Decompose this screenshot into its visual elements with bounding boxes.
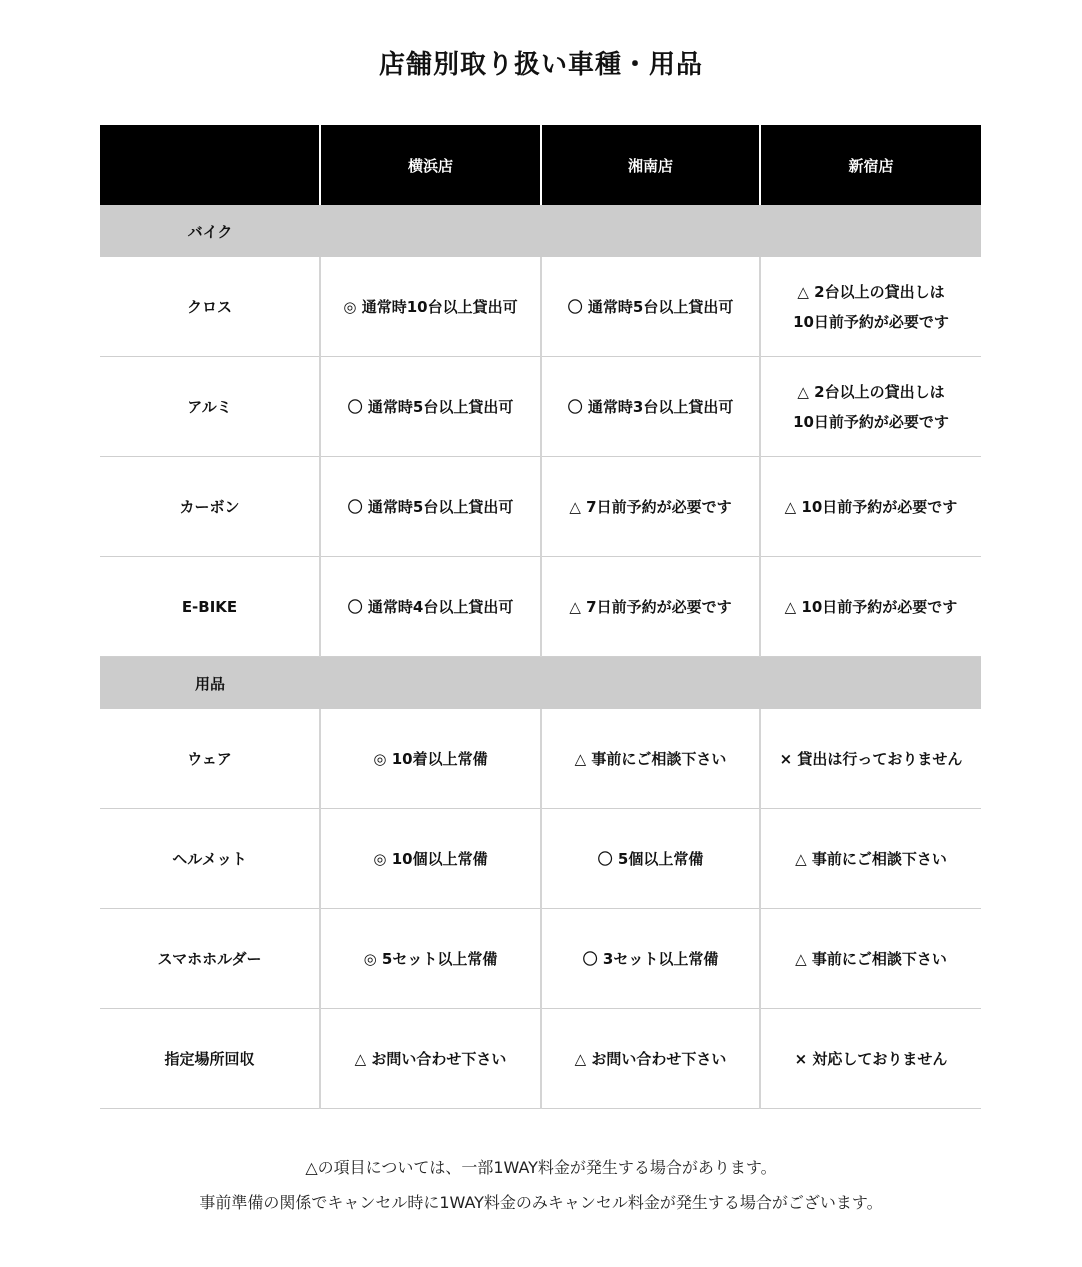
cell-text: △ 7日前予約が必要です <box>569 497 732 516</box>
row-name: カーボン <box>100 457 320 557</box>
store-availability-table <box>100 125 981 1109</box>
cell-yokohama <box>320 709 541 809</box>
row-name: アルミ <box>100 357 320 457</box>
table-row <box>100 1009 981 1109</box>
cell-shinjuku <box>760 457 981 557</box>
header-store-shinjuku: 新宿店 <box>760 125 981 205</box>
cell-text: △ 事前にご相談下さい <box>795 849 947 868</box>
cell-text: ◎ 10個以上常備 <box>373 849 488 868</box>
row-name: E-BIKE <box>100 557 320 657</box>
cell-text: × 貸出は行っておりません <box>779 749 963 768</box>
table-row <box>100 557 981 657</box>
footnote-line: 事前準備の関係でキャンセル時に1WAY料金のみキャンセル料金が発生する場合がございます。 <box>199 1193 883 1212</box>
cell-yokohama <box>320 357 541 457</box>
cell-shonan <box>541 709 760 809</box>
cell-shonan <box>541 357 760 457</box>
cell-shonan <box>541 457 760 557</box>
cell-text: 10日前予約が必要です <box>793 312 949 331</box>
section-row-bike <box>100 205 981 257</box>
cell-text: △ 事前にご相談下さい <box>574 749 727 768</box>
cell-text: △ 10日前予約が必要です <box>784 497 958 516</box>
table-header-row <box>100 125 981 205</box>
cell-yokohama <box>320 809 541 909</box>
cell-text: ◎ 5セット以上常備 <box>363 949 498 968</box>
section-label: 用品 <box>194 674 225 693</box>
section-row-goods <box>100 657 981 710</box>
cell-shinjuku <box>760 257 981 357</box>
cell-text: ◎ 10着以上常備 <box>373 749 488 768</box>
table-row <box>100 357 981 457</box>
cell-shinjuku <box>760 709 981 809</box>
row-name: ヘルメット <box>100 809 320 909</box>
section-cell <box>100 205 981 257</box>
cell-yokohama <box>320 1009 541 1109</box>
cell-text: 〇 通常時5台以上貸出可 <box>567 297 734 316</box>
header-store-yokohama: 横浜店 <box>320 125 541 205</box>
cell-text: △ 7日前予約が必要です <box>569 597 732 616</box>
footnotes <box>0 1150 1082 1220</box>
cell-shonan <box>541 909 760 1009</box>
cell-shinjuku <box>760 909 981 1009</box>
cell-shinjuku <box>760 809 981 909</box>
cell-text: 10日前予約が必要です <box>793 412 949 431</box>
row-name: 指定場所回収 <box>100 1009 320 1109</box>
cell-text: 〇 通常時3台以上貸出可 <box>567 397 734 416</box>
cell-text: △ 事前にご相談下さい <box>795 949 947 968</box>
cell-yokohama <box>320 909 541 1009</box>
cell-text: 〇 通常時5台以上貸出可 <box>347 397 514 416</box>
cell-shonan <box>541 1009 760 1109</box>
cell-shonan <box>541 257 760 357</box>
header-empty-cell <box>100 125 320 205</box>
page-title: 店舗別取り扱い車種・用品 <box>378 50 703 80</box>
cell-yokohama <box>320 457 541 557</box>
cell-shinjuku <box>760 357 981 457</box>
cell-yokohama <box>320 257 541 357</box>
table-row <box>100 909 981 1009</box>
cell-shinjuku <box>760 1009 981 1109</box>
cell-text: ◎ 通常時10台以上貸出可 <box>343 297 518 316</box>
cell-yokohama <box>320 557 541 657</box>
section-cell <box>100 657 981 710</box>
section-label: バイク <box>187 222 233 241</box>
cell-text: △ 2台以上の貸出しは <box>797 382 945 401</box>
table-row <box>100 809 981 909</box>
table-row <box>100 457 981 557</box>
cell-text: △ お問い合わせ下さい <box>574 1049 727 1068</box>
cell-shinjuku <box>760 557 981 657</box>
cell-text: △ お問い合わせ下さい <box>354 1049 507 1068</box>
cell-text: 〇 3セット以上常備 <box>582 949 719 968</box>
cell-text: △ 10日前予約が必要です <box>784 597 958 616</box>
cell-text: 〇 5個以上常備 <box>597 849 704 868</box>
table-row <box>100 709 981 809</box>
cell-shonan <box>541 809 760 909</box>
cell-text: 〇 通常時5台以上貸出可 <box>347 497 514 516</box>
table-row <box>100 257 981 357</box>
cell-text: × 対応しておりません <box>794 1049 948 1068</box>
row-name: ウェア <box>100 709 320 809</box>
row-name: スマホホルダー <box>100 909 320 1009</box>
cell-text: △ 2台以上の貸出しは <box>797 282 945 301</box>
cell-shonan <box>541 557 760 657</box>
header-store-shonan: 湘南店 <box>541 125 760 205</box>
cell-text: 〇 通常時4台以上貸出可 <box>347 597 514 616</box>
footnote-line: △の項目については、一部1WAY料金が発生する場合があります。 <box>305 1158 777 1177</box>
row-name: クロス <box>100 257 320 357</box>
